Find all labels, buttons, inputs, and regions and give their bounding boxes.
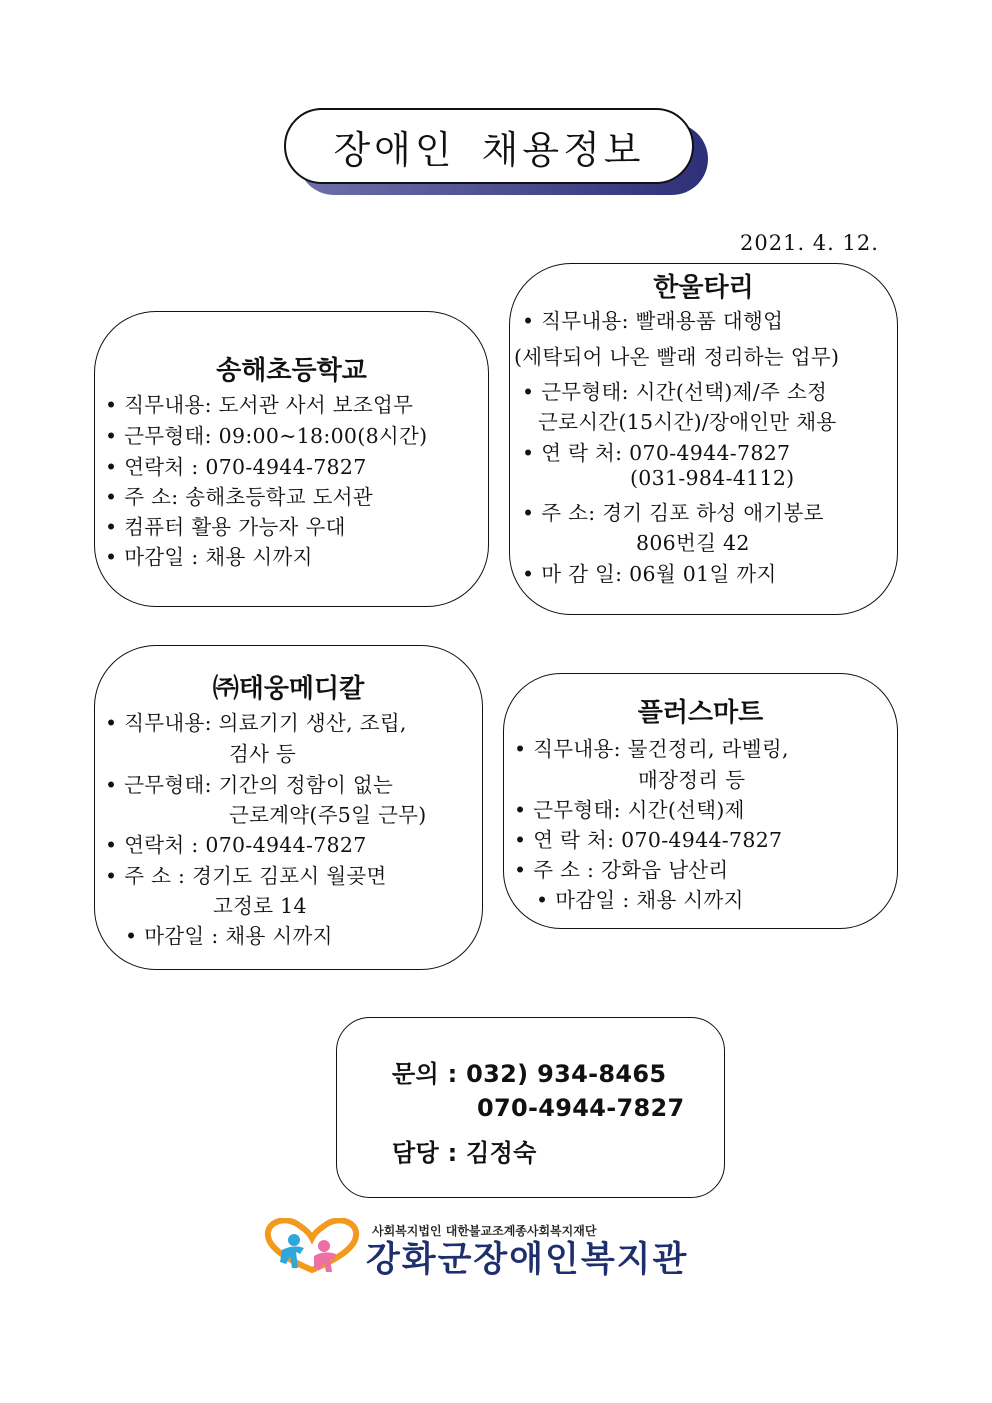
job-detail-line: • 주 소: 송해초등학교 도서관 — [105, 485, 373, 509]
job-detail-line: • 연락처 : 070-4944-7827 — [105, 833, 367, 857]
date: 2021. 4. 12. — [740, 231, 879, 255]
page-title: 장애인 채용정보 — [284, 108, 694, 184]
contact-person: 담당 : 김정숙 — [392, 1139, 537, 1167]
job-detail-line: 근로계약(주5일 근무) — [229, 803, 427, 827]
job-detail-line: • 근무형태: 09:00~18:00(8시간) — [105, 424, 428, 448]
company-name: 플러스마트 — [637, 698, 764, 728]
job-detail-line: 806번길 42 — [636, 531, 750, 555]
company-name: 한울타리 — [653, 273, 754, 303]
job-detail-line: (세탁되어 나온 빨래 정리하는 업무) — [514, 345, 840, 369]
job-card-hanul — [509, 263, 898, 615]
job-card-plus — [503, 673, 898, 929]
job-detail-line: • 근무형태: 시간(선택)제/주 소정 — [522, 380, 828, 404]
company-name: 송해초등학교 — [216, 356, 367, 386]
job-card-songhae — [94, 311, 489, 607]
contact-box — [336, 1017, 725, 1198]
job-detail-line: • 근무형태: 시간(선택)제 — [514, 798, 745, 822]
job-detail-line: • 마감일 : 채용 시까지 — [105, 545, 313, 569]
job-detail-line: • 마감일 : 채용 시까지 — [125, 924, 333, 948]
contact-phone-2: 070-4944-7827 — [477, 1094, 685, 1122]
job-detail-line: • 직무내용: 도서관 사서 보조업무 — [105, 393, 414, 417]
job-card-taewoong — [94, 645, 483, 970]
job-detail-line: • 연 락 처: 070-4944-7827 — [522, 441, 791, 465]
job-detail-line: • 직무내용: 의료기기 생산, 조립, — [105, 711, 407, 735]
job-detail-line: 검사 등 — [229, 742, 297, 766]
job-detail-line: • 컴퓨터 활용 가능자 우대 — [105, 515, 346, 539]
job-detail-line: • 마감일 : 채용 시까지 — [536, 888, 744, 912]
company-name: ㈜태웅메디칼 — [212, 674, 365, 704]
job-detail-line: • 주 소 : 강화읍 남산리 — [514, 858, 729, 882]
job-detail-line: • 주 소 : 경기도 김포시 월곶면 — [105, 864, 387, 888]
job-detail-line: 근로시간(15시간)/장애인만 채용 — [538, 410, 837, 434]
job-detail-line: • 직무내용: 물건정리, 라벨링, — [514, 737, 789, 761]
job-detail-line: (031-984-4112) — [630, 466, 795, 490]
job-detail-line: • 연락처 : 070-4944-7827 — [105, 455, 367, 479]
job-detail-line: • 근무형태: 기간의 정함이 없는 — [105, 773, 394, 797]
logo-subtitle: 사회복지법인 대한불교조계종사회복지재단 — [372, 1224, 597, 1238]
job-detail-line: • 마 감 일: 06월 01일 까지 — [522, 562, 777, 586]
job-detail-line: • 주 소: 경기 김포 하성 애기봉로 — [522, 501, 824, 525]
contact-phone: 문의 : 032) 934-8465 — [392, 1060, 667, 1088]
welfare-center-logo-icon — [264, 1218, 360, 1276]
job-detail-line: • 직무내용: 빨래용품 대행업 — [522, 309, 784, 333]
job-detail-line: 매장정리 등 — [638, 768, 746, 792]
logo-name: 강화군장애인복지관 — [366, 1240, 689, 1280]
job-detail-line: 고정로 14 — [213, 894, 307, 918]
job-detail-line: • 연 락 처: 070-4944-7827 — [514, 828, 783, 852]
